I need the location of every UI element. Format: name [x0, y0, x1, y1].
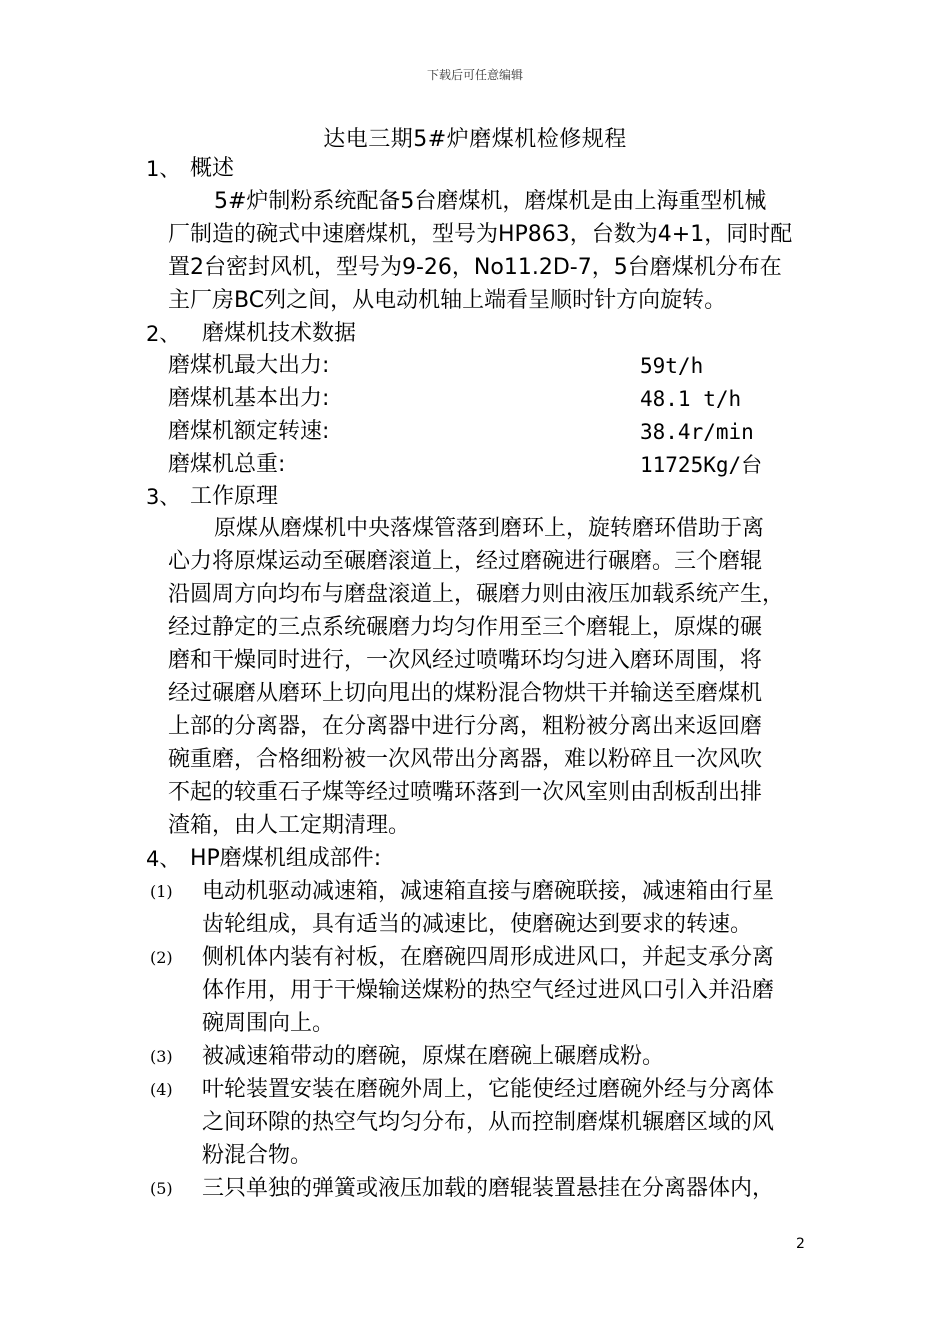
section-3-line: 经过静定的三点系统碾磨力均匀作用至三个磨辊上，原煤的碾 [168, 615, 763, 640]
item-line: 叶轮装置安装在磨碗外周上，它能使经过磨碗外经与分离体 [202, 1077, 775, 1102]
page-header: 下载后可任意编辑 [426, 68, 523, 82]
item-number: (2) [150, 948, 173, 967]
item-line: 碗周围向上。 [202, 1011, 335, 1036]
section-3-line: 渣箱，由人工定期清理。 [168, 813, 411, 838]
item-number: (5) [150, 1179, 173, 1198]
spec-label: 磨煤机基本出力: [168, 386, 330, 411]
spec-label: 磨煤机额定转速: [168, 419, 330, 444]
section-1-line: 主厂房BC列之间，从电动机轴上端看呈顺时针方向旋转。 [168, 288, 727, 313]
item-number: (1) [150, 882, 173, 901]
section-1-line: 5#炉制粉系统配备5台磨煤机，磨煤机是由上海重型机械 [214, 189, 767, 214]
section-3-line: 经过碾磨从磨环上切向甩出的煤粉混合物烘干并输送至磨煤机 [168, 681, 763, 706]
page-number: 2 [796, 1236, 805, 1252]
section-4-number: 4、 [146, 847, 181, 871]
item-number: (4) [150, 1080, 173, 1099]
section-3-number: 3、 [146, 485, 181, 509]
section-3-heading: 工作原理 [190, 484, 279, 509]
section-4-heading: HP磨煤机组成部件: [190, 846, 382, 871]
spec-label: 磨煤机总重: [168, 452, 286, 477]
item-line: 被减速箱带动的磨碗，原煤在磨碗上碾磨成粉。 [202, 1044, 665, 1069]
spec-value: 48.1 t/h [640, 387, 742, 411]
section-1-number: 1、 [146, 157, 181, 181]
item-number: (3) [150, 1047, 173, 1066]
section-3-line: 不起的较重石子煤等经过喷嘴环落到一次风室则由刮板刮出排 [168, 780, 763, 805]
section-1-line: 置2台密封风机，型号为9-26，No11.2D-7，5台磨煤机分布在 [168, 255, 782, 280]
section-3-line: 磨和干燥同时进行，一次风经过喷嘴环均匀进入磨环周围，将 [168, 648, 763, 673]
item-line: 三只单独的弹簧或液压加载的磨辊装置悬挂在分离器体内， [202, 1176, 775, 1201]
section-3-line: 沿圆周方向均布与磨盘滚道上，碾磨力则由液压加载系统产生， [168, 582, 785, 607]
section-1-heading: 概述 [190, 156, 235, 181]
section-2-number: 2、 [146, 322, 181, 346]
spec-value: 59t/h [640, 354, 704, 378]
item-line: 体作用，用于干燥输送煤粉的热空气经过进风口引入并沿磨 [202, 978, 775, 1003]
document-title: 达电三期5#炉磨煤机检修规程 [323, 127, 627, 152]
spec-value: 38.4r/min [640, 420, 754, 444]
section-3-line: 上部的分离器，在分离器中进行分离，粗粉被分离出来返回磨 [168, 714, 763, 739]
section-3-line: 碗重磨，合格细粉被一次风带出分离器，难以粉碎且一次风吹 [168, 747, 763, 772]
item-line: 电动机驱动减速箱，减速箱直接与磨碗联接，减速箱由行星 [202, 879, 775, 904]
item-line: 齿轮组成，具有适当的减速比，使磨碗达到要求的转速。 [202, 912, 753, 937]
section-3-line: 原煤从磨煤机中央落煤管落到磨环上，旋转磨环借助于离 [214, 516, 765, 541]
item-line: 粉混合物。 [202, 1143, 313, 1168]
section-2-heading: 磨煤机技术数据 [202, 321, 357, 346]
item-line: 之间环隙的热空气均匀分布，从而控制磨煤机辗磨区域的风 [202, 1110, 775, 1135]
item-line: 侧机体内装有衬板，在磨碗四周形成进风口，并起支承分离 [202, 945, 775, 970]
spec-label: 磨煤机最大出力: [168, 353, 330, 378]
section-3-line: 心力将原煤运动至碾磨滚道上，经过磨碗进行碾磨。三个磨辊 [168, 549, 763, 574]
section-1-line: 厂制造的碗式中速磨煤机，型号为HP863，台数为4+1，同时配 [168, 222, 793, 247]
spec-value: 11725Kg/台 [640, 453, 763, 477]
